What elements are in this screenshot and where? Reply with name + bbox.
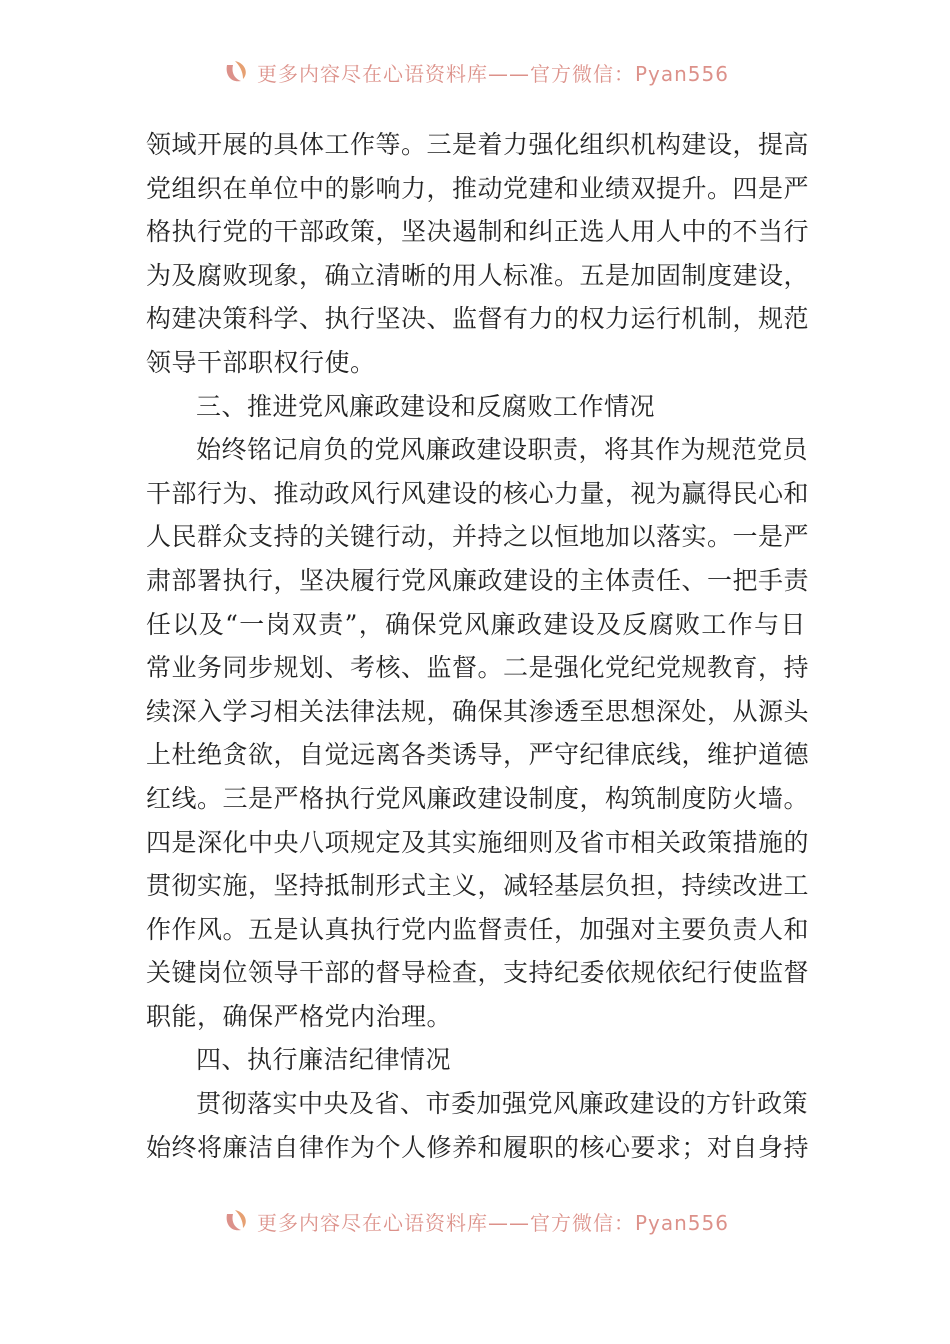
text-line: 构建决策科学、执行坚决、监督有力的权力运行机制，规范 (146, 304, 810, 334)
text-line: 始终铭记肩负的党风廉政建设职责，将其作为规范党员 (196, 435, 809, 465)
text-line: 始终将廉洁自律作为个人修养和履职的核心要求；对自身持 (146, 1132, 810, 1162)
text-line: 贯彻落实中央及省、市委加强党风廉政建设的方针政策 (196, 1089, 809, 1119)
text-line: 干部行为、推动政风行风建设的核心力量，视为赢得民心和 (146, 478, 810, 508)
text-line: 关键岗位领导干部的督导检查，支持纪委依规依纪行使监督 (146, 958, 810, 988)
document-body (146, 123, 810, 1169)
logo-icon (221, 1206, 251, 1236)
logo-icon (221, 57, 251, 87)
text-line: 任以及“一岗双责”，确保党风廉政建设及反腐败工作与日 (146, 609, 806, 639)
text-line: 贯彻实施，坚持抵制形式主义，减轻基层负担，持续改进工 (146, 871, 810, 901)
text-line: 领导干部职权行使。 (146, 347, 376, 377)
text-line: 红线。三是严格执行党风廉政建设制度，构筑制度防火墙。 (146, 783, 810, 813)
watermark-header (0, 54, 950, 90)
text-line: 人民群众支持的关键行动，并持之以恒地加以落实。一是严 (146, 522, 810, 552)
watermark-text: 更多内容尽在心语资料库——官方微信：Pyan556 (256, 1210, 729, 1235)
watermark-text: 更多内容尽在心语资料库——官方微信：Pyan556 (256, 61, 729, 86)
text-line: 四是深化中央八项规定及其实施细则及省市相关政策措施的 (146, 827, 810, 857)
text-line: 常业务同步规划、考核、监督。二是强化党纪党规教育，持 (146, 653, 810, 683)
text-line: 肃部署执行，坚决履行党风廉政建设的主体责任、一把手责 (146, 565, 810, 595)
text-line: 格执行党的干部政策，坚决遏制和纠正选人用人中的不当行 (146, 217, 810, 247)
text-line: 党组织在单位中的影响力，推动党建和业绩双提升。四是严 (146, 173, 810, 203)
text-line: 领域开展的具体工作等。三是着力强化组织机构建设，提高 (146, 130, 810, 159)
text-line: 职能，确保严格党内治理。 (146, 1001, 453, 1031)
text-line: 四、执行廉洁纪律情况 (196, 1045, 452, 1075)
text-line: 上杜绝贪欲，自觉远离各类诱导，严守纪律底线，维护道德 (146, 740, 810, 770)
text-line: 三、推进党风廉政建设和反腐败工作情况 (196, 391, 656, 421)
text-line: 续深入学习相关法律法规，确保其渗透至思想深处，从源头 (146, 696, 810, 726)
text-line: 作作风。五是认真执行党内监督责任，加强对主要负责人和 (146, 914, 810, 944)
text-line: 为及腐败现象，确立清晰的用人标准。五是加固制度建设， (146, 260, 810, 290)
watermark-footer (0, 1203, 950, 1239)
